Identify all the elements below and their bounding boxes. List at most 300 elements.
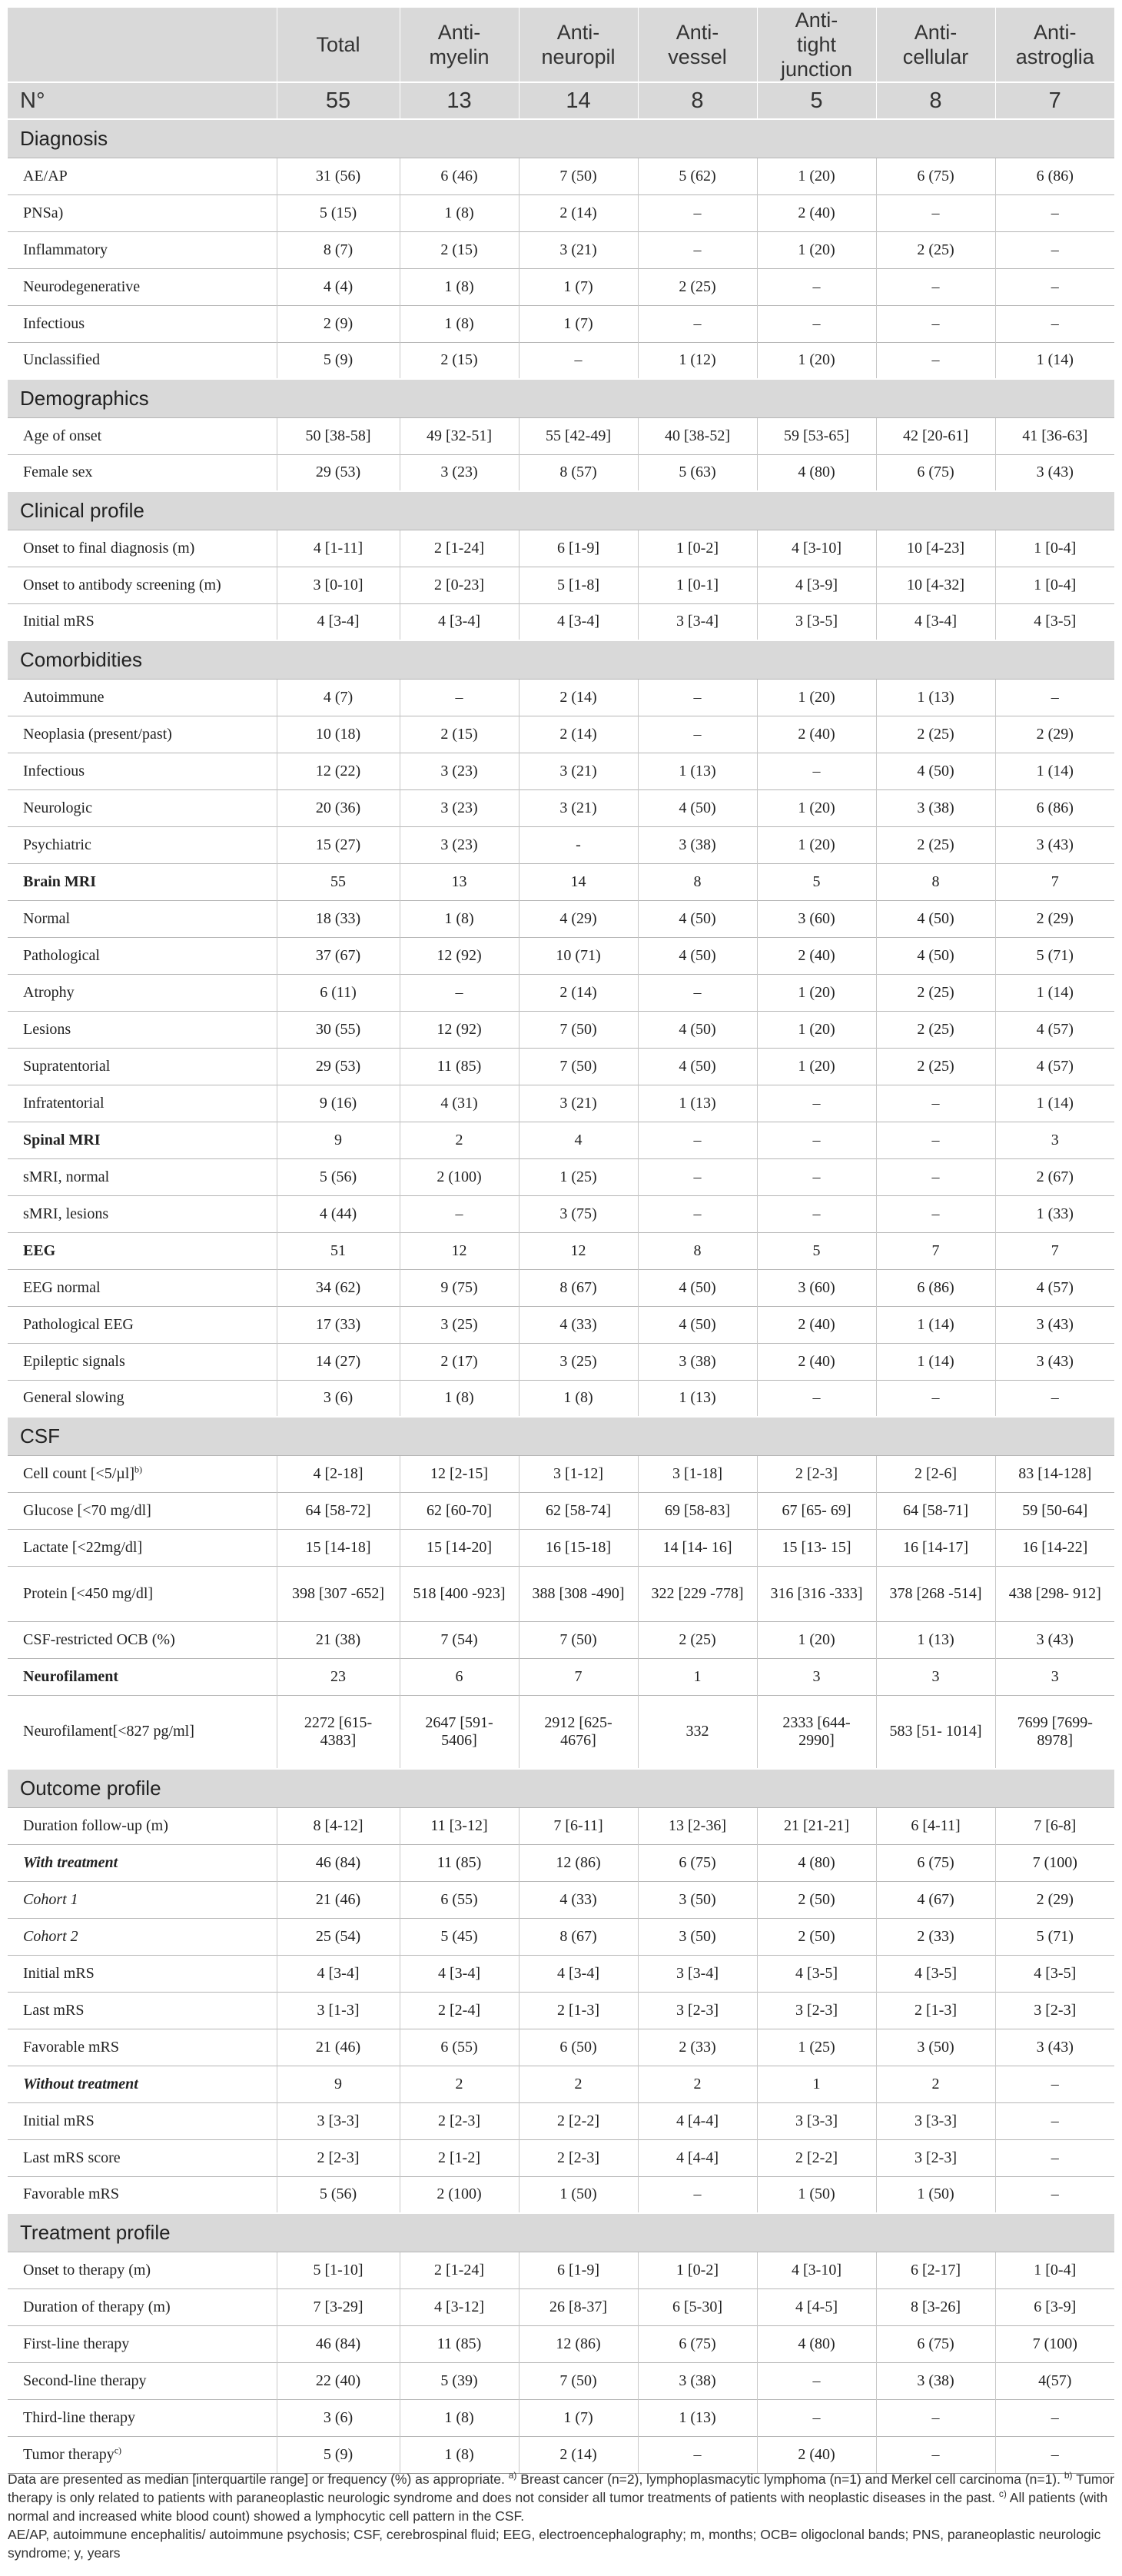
row-label: [8, 1343, 277, 1380]
table-cell: 5 (62): [638, 158, 757, 194]
table-row: [8, 1232, 1114, 1269]
row-label-text: Lesions: [23, 1020, 71, 1038]
table-body: [8, 119, 1114, 2473]
table-cell: 13: [400, 863, 519, 900]
table-cell: –: [995, 305, 1114, 342]
row-label: [8, 826, 277, 863]
footnote-marker: b): [1064, 2470, 1073, 2481]
table-row: [8, 1955, 1114, 1992]
table-cell: 7 [3-29]: [277, 2288, 400, 2325]
table-cell: 2: [400, 2066, 519, 2102]
table-cell: 6 (75): [876, 158, 995, 194]
table-cell: –: [995, 2102, 1114, 2139]
table-cell: 1 [0-4]: [995, 567, 1114, 603]
table-cell: –: [400, 679, 519, 716]
table-cell: 7 (100): [995, 2325, 1114, 2362]
table-cell: 1 (20): [757, 974, 876, 1011]
table-cell: 2 [1-24]: [400, 530, 519, 567]
table-cell: 6 [1-9]: [519, 2252, 638, 2288]
table-cell: 2 [2-3]: [277, 2139, 400, 2176]
table-cell: 67 [65- 69]: [757, 1492, 876, 1529]
table-cell: –: [757, 1195, 876, 1232]
row-label-text: Initial mRS: [23, 613, 95, 630]
table-cell: 2 (67): [995, 1158, 1114, 1195]
table-row: [8, 1085, 1114, 1122]
table-cell: 4 (31): [400, 1085, 519, 1122]
table-cell: 3 (38): [638, 2362, 757, 2399]
table-cell: 21 (46): [277, 2029, 400, 2066]
table-cell: 15 [13- 15]: [757, 1529, 876, 1566]
table-cell: 3 (43): [995, 1621, 1114, 1658]
table-cell: 23: [277, 1658, 400, 1695]
table-cell: 4 (80): [757, 454, 876, 491]
table-cell: –: [876, 268, 995, 305]
row-label: [8, 1621, 277, 1658]
table-cell: 5 (39): [400, 2362, 519, 2399]
footnote-abbreviations: AE/AP, autoimmune encephalitis/ autoimmune psychosis; CSF, cerebrospinal fluid; EEG, electroencephalography; m, months; OCB= oligoclonal bands; PNS, paraneoplastic neurologic syndrome; y, years: [8, 2527, 1101, 2561]
table-cell: 8 (57): [519, 454, 638, 491]
table-cell: 16 [14-17]: [876, 1529, 995, 1566]
column-header-anti-neuropil: Anti- neuropil: [519, 8, 638, 82]
table-cell: 7 [6-8]: [995, 1807, 1114, 1844]
row-label-text: Neurofilament[<827 pg/ml]: [23, 1723, 194, 1740]
table-cell: 41 [36-63]: [995, 417, 1114, 454]
table-row: [8, 1343, 1114, 1380]
table-cell: –: [876, 305, 995, 342]
table-cell: 7: [519, 1658, 638, 1695]
row-label: [8, 231, 277, 268]
table-cell: 6 (86): [876, 1269, 995, 1306]
footnote-marker: c): [114, 2444, 122, 2455]
table-cell: 2 (40): [757, 1343, 876, 1380]
table-cell: 3 [1-3]: [277, 1992, 400, 2029]
section-title: CSF: [8, 1417, 1114, 1455]
table-cell: 3: [876, 1658, 995, 1695]
row-label-text: Infectious: [23, 762, 85, 779]
n-count-anti-neuropil: 14: [519, 82, 638, 119]
table-cell: 2 (40): [757, 1306, 876, 1343]
row-label: [8, 2436, 277, 2473]
table-row: [8, 2399, 1114, 2436]
table-cell: 2 (15): [400, 716, 519, 753]
row-label: [8, 937, 277, 974]
table-cell: 5: [757, 1232, 876, 1269]
table-cell: 4 (50): [638, 1048, 757, 1085]
table-cell: –: [519, 342, 638, 379]
table-cell: 11 (85): [400, 1048, 519, 1085]
footnote-explanation: [8, 2470, 1114, 2525]
footnote-marker: b): [134, 1463, 142, 1474]
table-cell: 1 [0-4]: [995, 2252, 1114, 2288]
table-cell: 29 (53): [277, 1048, 400, 1085]
table-row: [8, 454, 1114, 491]
table-cell: 6 [5-30]: [638, 2288, 757, 2325]
table-cell: 2: [638, 2066, 757, 2102]
table-cell: 3 (60): [757, 1269, 876, 1306]
row-label: [8, 194, 277, 231]
row-label-text: Brain MRI: [23, 873, 96, 890]
table-cell: 2 (17): [400, 1343, 519, 1380]
row-label: [8, 1306, 277, 1343]
table-cell: 3 (23): [400, 789, 519, 826]
table-row: [8, 1881, 1114, 1918]
table-cell: 9: [277, 1122, 400, 1158]
table-cell: –: [638, 716, 757, 753]
row-label-text: General slowing: [23, 1389, 124, 1407]
row-label-text: EEG: [23, 1241, 56, 1259]
table-cell: –: [876, 1195, 995, 1232]
table-cell: 12 [2-15]: [400, 1455, 519, 1492]
table-cell: 1 (20): [757, 679, 876, 716]
table-cell: 2 [1-2]: [400, 2139, 519, 2176]
table-cell: 16 [15-18]: [519, 1529, 638, 1566]
row-label: [8, 2066, 277, 2102]
table-cell: 378 [268 -514]: [876, 1566, 995, 1621]
table-cell: 6 [4-11]: [876, 1807, 995, 1844]
table-cell: 4 (80): [757, 2325, 876, 2362]
table-cell: 1 (8): [400, 2399, 519, 2436]
table-cell: 4 [3-5]: [995, 603, 1114, 640]
row-label: [8, 1122, 277, 1158]
table-row: [8, 1269, 1114, 1306]
row-label-text: Supratentorial: [23, 1057, 111, 1075]
table-cell: 8 [3-26]: [876, 2288, 995, 2325]
table-cell: 6 (75): [876, 2325, 995, 2362]
table-cell: –: [638, 1122, 757, 1158]
table-cell: 1 (50): [519, 2176, 638, 2213]
table-cell: 3 [3-3]: [876, 2102, 995, 2139]
row-label-text: PNSa): [23, 204, 64, 221]
table-cell: 2 [1-24]: [400, 2252, 519, 2288]
table-cell: 3 (50): [638, 1881, 757, 1918]
table-cell: 3 (38): [638, 826, 757, 863]
table-cell: 12 (86): [519, 2325, 638, 2362]
table-cell: 7 (50): [519, 1048, 638, 1085]
table-cell: –: [757, 2362, 876, 2399]
table-row: [8, 1011, 1114, 1048]
table-cell: 2 [0-23]: [400, 567, 519, 603]
table-cell: 2 [1-3]: [876, 1992, 995, 2029]
table-cell: 2 (40): [757, 2436, 876, 2473]
n-count-anti-tight-junction: 5: [757, 82, 876, 119]
row-label: [8, 2362, 277, 2399]
table-cell: 4 (29): [519, 900, 638, 937]
table-cell: 3 [3-3]: [277, 2102, 400, 2139]
table-cell: 7 (50): [519, 158, 638, 194]
row-label-text: Last mRS score: [23, 2149, 121, 2166]
row-label: [8, 1695, 277, 1769]
row-label-text: Neurofilament: [23, 1667, 119, 1685]
row-label-text: EEG normal: [23, 1278, 101, 1296]
row-label: [8, 753, 277, 789]
table-cell: 2 (25): [638, 1621, 757, 1658]
table-cell: 15 [14-18]: [277, 1529, 400, 1566]
table-cell: 4 [3-5]: [876, 1955, 995, 1992]
row-label-text: CSF-restricted OCB (%): [23, 1630, 175, 1648]
table-cell: 11 (85): [400, 1844, 519, 1881]
table-cell: –: [638, 2176, 757, 2213]
table-cell: 2 (14): [519, 974, 638, 1011]
table-row: [8, 937, 1114, 974]
table-row: [8, 716, 1114, 753]
table-cell: –: [876, 342, 995, 379]
row-label-text: Initial mRS: [23, 1964, 95, 1982]
table-cell: 4 [3-5]: [995, 1955, 1114, 1992]
table-cell: 3 (38): [638, 1343, 757, 1380]
table-cell: 10 [4-32]: [876, 567, 995, 603]
column-header-anti-tight-junction: Anti- tight junction: [757, 8, 876, 82]
table-cell: 4 [1-11]: [277, 530, 400, 567]
table-cell: 583 [51- 1014]: [876, 1695, 995, 1769]
table-row: [8, 1380, 1114, 1417]
table-row: [8, 1048, 1114, 1085]
table-cell: 2 [2-6]: [876, 1455, 995, 1492]
n-count-anti-cellular: 8: [876, 82, 995, 119]
table-cell: 1 (12): [638, 342, 757, 379]
table-cell: 3 (6): [277, 1380, 400, 1417]
table-cell: –: [757, 1158, 876, 1195]
table-cell: –: [876, 1085, 995, 1122]
table-cell: 4 (50): [876, 900, 995, 937]
table-cell: 3 (38): [876, 2362, 995, 2399]
table-cell: 2 (40): [757, 194, 876, 231]
table-cell: 4 (50): [638, 1269, 757, 1306]
table-cell: 8 (67): [519, 1918, 638, 1955]
table-cell: –: [995, 268, 1114, 305]
row-label: [8, 1158, 277, 1195]
table-cell: 3 (23): [400, 826, 519, 863]
table-cell: 1 [0-2]: [638, 2252, 757, 2288]
table-cell: 3: [757, 1658, 876, 1695]
table-cell: 4 (7): [277, 679, 400, 716]
row-label-text: Autoimmune: [23, 688, 105, 706]
table-cell: 12 (92): [400, 937, 519, 974]
row-label: [8, 1380, 277, 1417]
table-cell: 2 (15): [400, 342, 519, 379]
table-row: [8, 2066, 1114, 2102]
table-cell: –: [995, 2139, 1114, 2176]
table-cell: 49 [32-51]: [400, 417, 519, 454]
table-cell: 8: [876, 863, 995, 900]
table-cell: 7 (54): [400, 1621, 519, 1658]
table-cell: 3 [2-3]: [757, 1992, 876, 2029]
table-cell: 2 (25): [876, 826, 995, 863]
table-row: [8, 1158, 1114, 1195]
table-cell: 6 (55): [400, 1881, 519, 1918]
row-label: [8, 1011, 277, 1048]
table-cell: 2 (50): [757, 1918, 876, 1955]
table-cell: 31 (56): [277, 158, 400, 194]
table-cell: 1 (20): [757, 1621, 876, 1658]
table-cell: 1 (8): [400, 900, 519, 937]
table-cell: 3 (43): [995, 826, 1114, 863]
table-row: [8, 1306, 1114, 1343]
table-row: [8, 417, 1114, 454]
section-header-row: [8, 491, 1114, 530]
table-cell: 6 (86): [995, 158, 1114, 194]
row-label: [8, 268, 277, 305]
table-cell: 1 (8): [400, 2436, 519, 2473]
table-cell: 3 (21): [519, 231, 638, 268]
table-cell: 3 [3-4]: [638, 603, 757, 640]
cohort-characteristics-table: [8, 8, 1114, 2474]
table-cell: 12 (22): [277, 753, 400, 789]
table-cell: 388 [308 -490]: [519, 1566, 638, 1621]
table-cell: 1 (20): [757, 826, 876, 863]
column-header-row: [8, 8, 1114, 82]
row-label-text: With treatment: [23, 1853, 118, 1871]
table-cell: 9 (75): [400, 1269, 519, 1306]
table-cell: 4 [3-10]: [757, 530, 876, 567]
table-cell: 2 (14): [519, 679, 638, 716]
table-cell: 7 (50): [519, 1621, 638, 1658]
table-cell: 62 [58-74]: [519, 1492, 638, 1529]
table-cell: 1 (7): [519, 268, 638, 305]
table-cell: –: [757, 2399, 876, 2436]
table-cell: 4(57): [995, 2362, 1114, 2399]
table-cell: 15 [14-20]: [400, 1529, 519, 1566]
table-cell: 22 (40): [277, 2362, 400, 2399]
table-cell: 3 (23): [400, 753, 519, 789]
table-cell: 10 (18): [277, 716, 400, 753]
table-cell: –: [876, 1380, 995, 1417]
table-row: [8, 789, 1114, 826]
table-cell: 5 (15): [277, 194, 400, 231]
table-row: [8, 1658, 1114, 1695]
table-cell: 12: [400, 1232, 519, 1269]
table-cell: –: [757, 305, 876, 342]
table-cell: 5 (9): [277, 2436, 400, 2473]
table-cell: 2 (25): [876, 231, 995, 268]
table-cell: 3 (43): [995, 2029, 1114, 2066]
table-cell: 21 (38): [277, 1621, 400, 1658]
row-label-text: Infectious: [23, 314, 85, 332]
table-cell: –: [638, 231, 757, 268]
table-cell: 4 (44): [277, 1195, 400, 1232]
table-cell: 5 (63): [638, 454, 757, 491]
table-row: [8, 2029, 1114, 2066]
table-cell: 8 (7): [277, 231, 400, 268]
section-title: Diagnosis: [8, 119, 1114, 158]
n-count-anti-astroglia: 7: [995, 82, 1114, 119]
table-cell: 34 (62): [277, 1269, 400, 1306]
table-row: [8, 1807, 1114, 1844]
table-cell: 3 (43): [995, 1343, 1114, 1380]
table-cell: 5 (45): [400, 1918, 519, 1955]
table-cell: 37 (67): [277, 937, 400, 974]
table-cell: 7 [6-11]: [519, 1807, 638, 1844]
table-cell: 4 [3-12]: [400, 2288, 519, 2325]
table-cell: 18 (33): [277, 900, 400, 937]
table-cell: –: [876, 2399, 995, 2436]
row-label-text: Cohort 1: [23, 1890, 78, 1908]
table-row: [8, 2325, 1114, 2362]
section-header-row: [8, 379, 1114, 417]
table-cell: 1 (25): [757, 2029, 876, 2066]
table-cell: –: [638, 1158, 757, 1195]
table-cell: 7: [995, 1232, 1114, 1269]
section-header-row: [8, 2213, 1114, 2252]
row-label: [8, 1844, 277, 1881]
section-header-row: [8, 1417, 1114, 1455]
table-cell: 2 (50): [757, 1881, 876, 1918]
table-cell: 1 (20): [757, 342, 876, 379]
table-cell: 11 [3-12]: [400, 1807, 519, 1844]
table-cell: 1 (13): [638, 1085, 757, 1122]
footnote-marker: a): [508, 2470, 517, 2481]
table-cell: 55: [277, 863, 400, 900]
row-label: [8, 789, 277, 826]
footnote-text: All patients (with normal and increased white blood count) showed a lymphocytic cell pattern in the CSF.: [8, 2490, 1108, 2524]
table-row: [8, 1566, 1114, 1621]
table-row: [8, 1529, 1114, 1566]
table-cell: –: [757, 1380, 876, 1417]
table-cell: 1: [757, 2066, 876, 2102]
table-cell: 3 (23): [400, 454, 519, 491]
table-cell: 3 [3-5]: [757, 603, 876, 640]
table-cell: –: [995, 1380, 1114, 1417]
row-label: [8, 1955, 277, 1992]
column-header-anti-myelin: Anti- myelin: [400, 8, 519, 82]
table-cell: –: [757, 268, 876, 305]
n-count-label: N°: [8, 82, 277, 119]
table-cell: –: [995, 2399, 1114, 2436]
row-label: [8, 863, 277, 900]
table-cell: 6 (55): [400, 2029, 519, 2066]
table-cell: 2: [400, 1122, 519, 1158]
table-row: [8, 231, 1114, 268]
table-cell: 12: [519, 1232, 638, 1269]
table-cell: 1 (14): [995, 342, 1114, 379]
table-cell: 1 (8): [519, 1380, 638, 1417]
table-cell: 2912 [625- 4676]: [519, 1695, 638, 1769]
table-cell: 21 [21-21]: [757, 1807, 876, 1844]
row-label-text: Psychiatric: [23, 836, 91, 853]
table-cell: 3 (21): [519, 789, 638, 826]
table-cell: –: [638, 1195, 757, 1232]
table-row: [8, 1992, 1114, 2029]
table-cell: 5: [757, 863, 876, 900]
section-title: Outcome profile: [8, 1769, 1114, 1807]
table-cell: –: [638, 679, 757, 716]
row-label-text: Cell count [<5/µl]: [23, 1464, 134, 1482]
row-label: [8, 2399, 277, 2436]
table-cell: 2 (14): [519, 2436, 638, 2473]
table-cell: 2 [2-2]: [757, 2139, 876, 2176]
row-label: [8, 1992, 277, 2029]
table-cell: 4 [3-4]: [277, 1955, 400, 1992]
table-cell: 42 [20-61]: [876, 417, 995, 454]
table-cell: 20 (36): [277, 789, 400, 826]
table-cell: 46 (84): [277, 1844, 400, 1881]
column-header-label: [8, 8, 277, 82]
table-cell: 3 (25): [400, 1306, 519, 1343]
table-cell: 1 (14): [995, 974, 1114, 1011]
table-cell: 332: [638, 1695, 757, 1769]
table-cell: 1 (7): [519, 305, 638, 342]
table-cell: 6 (50): [519, 2029, 638, 2066]
table-row: [8, 2102, 1114, 2139]
table-cell: 55 [42-49]: [519, 417, 638, 454]
table-cell: 3 [1-18]: [638, 1455, 757, 1492]
table-cell: –: [638, 194, 757, 231]
footnote-text: Tumor therapy is only related to patients with paraneoplastic neurologic syndrome and does not consider all tumor treatments of patients with neoplastic diseases in the past.: [8, 2471, 1114, 2505]
table-cell: 3 (43): [995, 1306, 1114, 1343]
footnote-text: Data are presented as median [interquartile range] or frequency (%) as appropriate.: [8, 2471, 509, 2487]
table-cell: 1 (20): [757, 158, 876, 194]
section-title: Demographics: [8, 379, 1114, 417]
table-cell: 1 (33): [995, 1195, 1114, 1232]
